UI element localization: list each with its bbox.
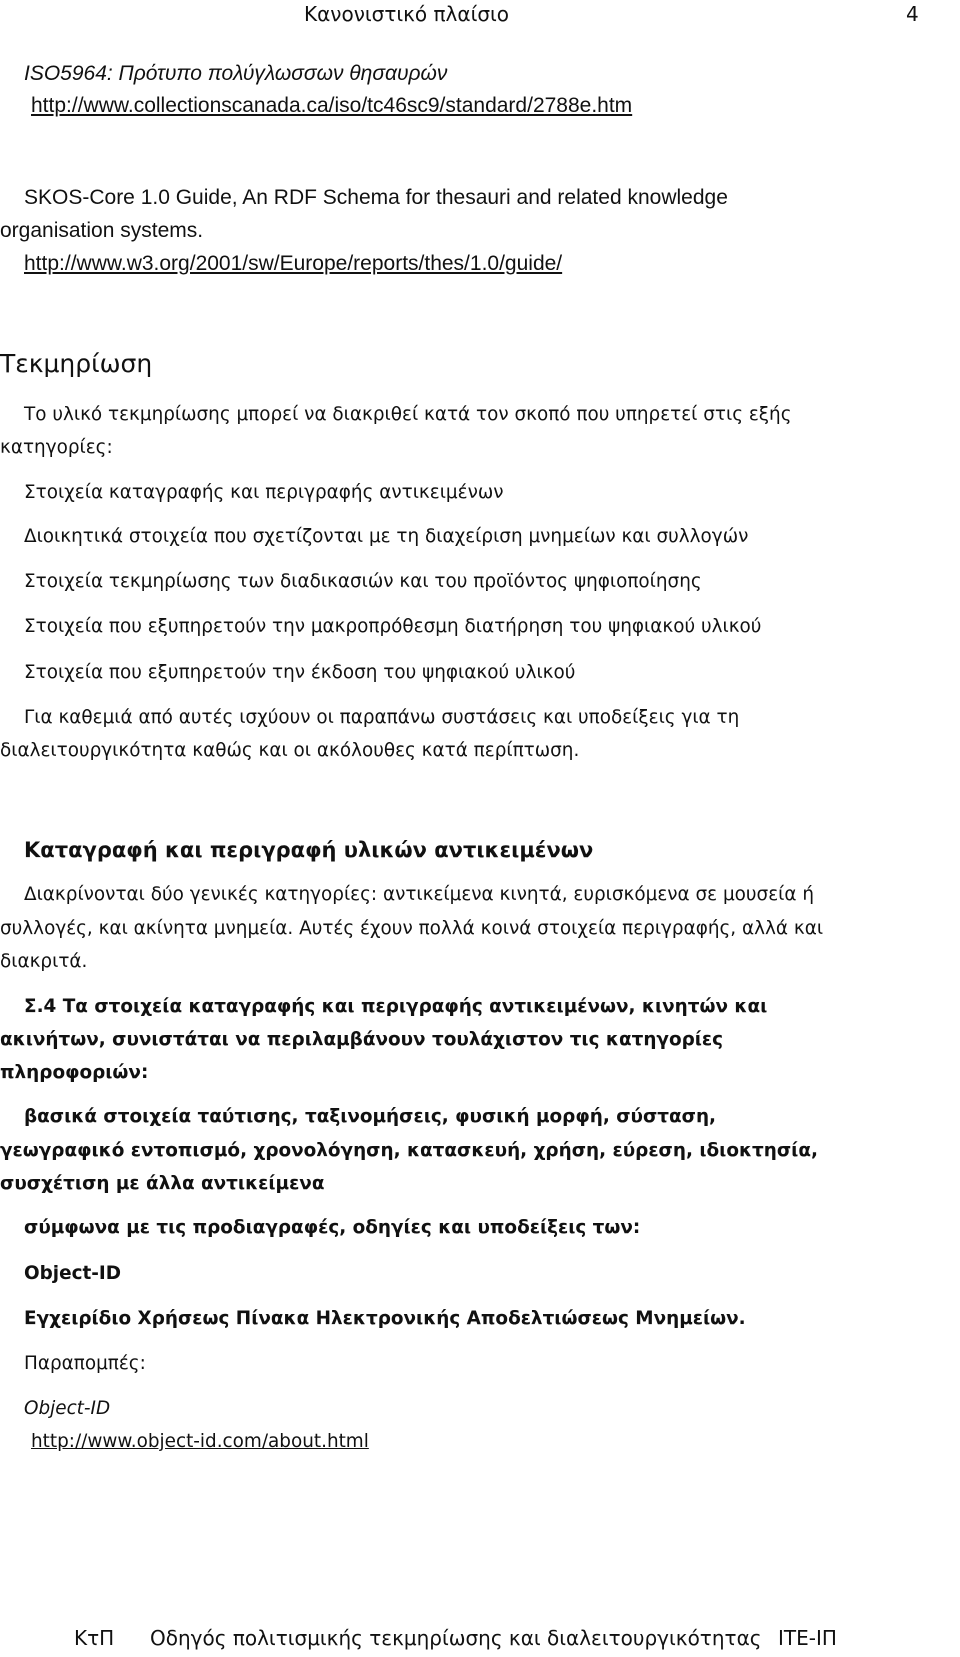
footer-right: ΙΤΕ-ΙΠ (778, 1626, 837, 1650)
documentation-category-item: Στοιχεία που εξυπηρετούν την μακροπρόθεσμη διατήρηση του ψηφιακού υλικού (24, 616, 762, 637)
documentation-category-item: Στοιχεία τεκμηρίωσης των διαδικασιών και του προϊόντος ψηφιοποίησης (24, 571, 702, 592)
information-categories-line3: συσχέτιση με άλλα αντικείμενα (0, 1173, 325, 1194)
specification-object-id: Object-ID (24, 1263, 122, 1284)
references-label: Παραπομπές: (24, 1353, 146, 1374)
documentation-category-item: Στοιχεία καταγραφής και περιγραφής αντικειμένων (24, 482, 504, 503)
information-categories-line2: γεωγραφικό εντοπισμό, χρονολόγηση, κατασκευή, χρήση, εύρεση, ιδιοκτησία, (0, 1140, 818, 1161)
specification-manual: Εγχειρίδιο Χρήσεως Πίνακα Ηλεκτρονικής Αποδελτιώσεως Μνημείων. (24, 1308, 746, 1329)
skos-reference-title-line1: SKOS-Core 1.0 Guide, An RDF Schema for thesauri and related knowledge (24, 186, 728, 209)
cataloguing-paragraph-line1: Διακρίνονται δύο γενικές κατηγορίες: αντικείμενα κινητά, ευρισκόμενα σε μουσεία ή (24, 884, 814, 905)
recommendation-s4-line3: πληροφοριών: (0, 1062, 149, 1083)
documentation-category-item: Στοιχεία που εξυπηρετούν την έκδοση του ψηφιακού υλικού (24, 662, 576, 683)
documentation-note-line2: διαλειτουργικότητα καθώς και οι ακόλουθες κατά περίπτωση. (0, 740, 580, 761)
running-header-title: Κανονιστικό πλαίσιο (304, 2, 510, 26)
recommendation-s4-line1: Σ.4 Τα στοιχεία καταγραφής και περιγραφής αντικειμένων, κινητών και (24, 996, 768, 1017)
footer-center: Οδηγός πολιτισμικής τεκμηρίωσης και διαλειτουργικότητας (150, 1626, 762, 1650)
footer-left: ΚτΠ (74, 1626, 115, 1650)
documentation-note-line1: Για καθεμιά από αυτές ισχύουν οι παραπάνω συστάσεις και υποδείξεις για τη (24, 707, 740, 728)
specifications-intro: σύμφωνα με τις προδιαγραφές, οδηγίες και υποδείξεις των: (24, 1217, 641, 1238)
reference-object-id-link[interactable]: http://www.object-id.com/about.html (31, 1431, 369, 1452)
skos-reference-link[interactable]: http://www.w3.org/2001/sw/Europe/reports/thes/1.0/guide/ (24, 252, 563, 275)
iso5964-reference-link[interactable]: http://www.collectionscanada.ca/iso/tc46sc9/standard/2788e.htm (31, 94, 633, 117)
documentation-intro-line1: Το υλικό τεκμηρίωσης μπορεί να διακριθεί κατά τον σκοπό που υπηρετεί στις εξής (24, 404, 792, 425)
cataloguing-paragraph-line2: συλλογές, και ακίνητα μνημεία. Αυτές έχουν πολλά κοινά στοιχεία περιγραφής, αλλά και (0, 918, 824, 939)
information-categories-line1: βασικά στοιχεία ταύτισης, ταξινομήσεις, φυσική μορφή, σύσταση, (24, 1106, 717, 1127)
page-number: 4 (906, 2, 919, 26)
documentation-category-item: Διοικητικά στοιχεία που σχετίζονται με τη διαχείριση μνημείων και συλλογών (24, 526, 749, 547)
section-heading-cataloguing: Καταγραφή και περιγραφή υλικών αντικειμένων (24, 838, 594, 862)
cataloguing-paragraph-line3: διακριτά. (0, 951, 88, 972)
skos-reference-title-line2: organisation systems. (0, 219, 204, 242)
section-heading-documentation: Τεκμηρίωση (0, 349, 153, 378)
reference-object-id-title: Object-ID (24, 1398, 111, 1419)
iso5964-reference-title: ISO5964: Πρότυπο πολύγλωσσων θησαυρών (24, 62, 448, 85)
recommendation-s4-line2: ακινήτων, συνιστάται να περιλαμβάνουν τουλάχιστον τις κατηγορίες (0, 1029, 724, 1050)
documentation-intro-line2: κατηγορίες: (0, 437, 113, 458)
